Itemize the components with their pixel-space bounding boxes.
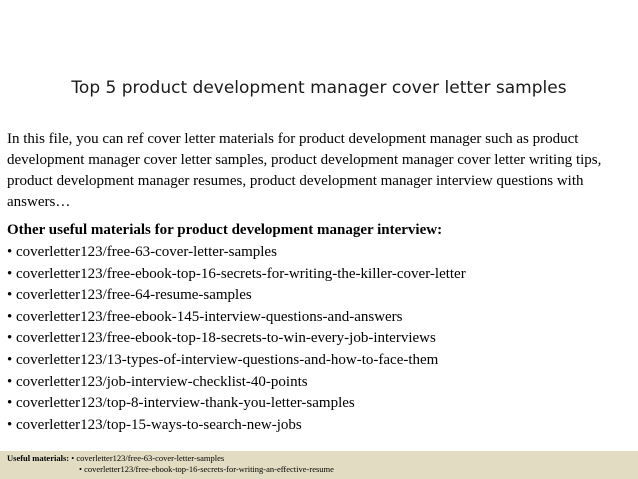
material-link[interactable]: • coverletter123/top-15-ways-to-search-new-jobs bbox=[7, 416, 302, 433]
material-link[interactable]: • coverletter123/13-types-of-interview-questions-and-how-to-face-them bbox=[7, 351, 439, 368]
page-title: Top 5 product development manager cover letter samples bbox=[71, 78, 567, 98]
material-link[interactable]: • coverletter123/free-63-cover-letter-samples bbox=[7, 244, 277, 260]
material-link[interactable]: • coverletter123/free-64-resume-samples bbox=[7, 287, 252, 304]
footer-row bbox=[7, 453, 224, 464]
material-link[interactable]: • coverletter123/free-ebook-top-18-secrets-to-win-every-job-interviews bbox=[7, 330, 436, 347]
material-link[interactable]: • coverletter123/free-ebook-top-16-secrets-for-writing-the-killer-cover-letter bbox=[7, 265, 466, 282]
footer-label: Useful materials: bbox=[7, 453, 70, 463]
materials-list bbox=[7, 242, 633, 436]
intro-paragraph: In this file, you can ref cover letter materials for product development manager such as product development manager cover letter samples, product development manager cover letter writing tips, product development manager resumes, product development manager interview questions with answers… bbox=[7, 131, 602, 210]
material-link[interactable]: • coverletter123/free-ebook-145-interview-questions-and-answers bbox=[7, 308, 403, 325]
materials-heading: Other useful materials for product development manager interview: bbox=[7, 222, 443, 238]
material-link[interactable]: • coverletter123/job-interview-checklist-40-points bbox=[7, 373, 308, 390]
footer-link[interactable]: • coverletter123/free-ebook-top-16-secrets-for-writing-an-effective-resume bbox=[79, 464, 334, 474]
material-link[interactable]: • coverletter123/top-8-interview-thank-you-letter-samples bbox=[7, 395, 355, 412]
footer-link[interactable]: • coverletter123/free-63-cover-letter-samples bbox=[71, 453, 225, 463]
footer-bar bbox=[0, 451, 638, 479]
